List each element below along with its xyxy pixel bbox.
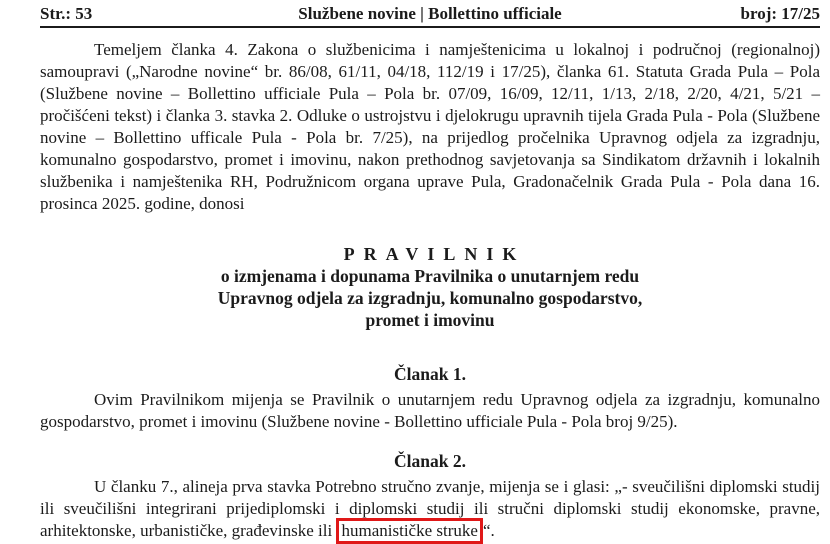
highlighted-text: humanističke struke: [341, 521, 478, 540]
page-header: [40, 4, 820, 28]
regulation-title-block: [40, 243, 820, 331]
preamble-paragraph: Temeljem članka 4. Zakona o službenicima i namještenicima u lokalnoj i područnoj (regionalnoj) samoupravi („Narodne novine“ br. 86/08, 61/11, 04/18, 112/19 i 17/25), članka 61. Statuta Grada Pula – Pola (Službene novine – Bollettino ufficiale Pula – Pola br. 07/09, 16/09, 12/11, 1/13, 2/18, 2/20, 4/21, 5/21 – pročišćeni tekst) i članka 3. stavka 2. Odluke o ustrojstvu i djelokrugu upravnih tijela Grada Pula - Pola (Službene novine – Bollettino ufficale Pula - Pola br. 7/25), na prijedlog pročelnika Upravnog odjela za izgradnju, komunalno gospodarstvo, promet i imovinu, nakon prethodnog savjetovanja sa Sindikatom državnih i lokalnih službenika i namještenika RH, Podružnicom organa uprave Pula, Gradonačelnik Grada Pula - Pola dana 16. prosinca 2025. godine, donosi: [40, 40, 820, 213]
highlight-box: [336, 518, 482, 544]
article-2-heading: Članak 2.: [394, 451, 466, 471]
article-1-body: Ovim Pravilnikom mijenja se Pravilnik o unutarnjem redu Upravnog odjela za izgradnju, komunalno gospodarstvo, promet i imovinu (Službene novine - Bollettino ufficiale Pula - Pola broj 9/25).: [40, 390, 820, 431]
regulation-subtitle-line: o izmjenama i dopunama Pravilnika o unutarnjem redu: [220, 266, 640, 286]
regulation-subtitle-line: Upravnog odjela za izgradnju, komunalno gospodarstvo,: [217, 288, 643, 308]
regulation-title: PRAVILNIK: [343, 244, 526, 264]
page-number-label: Str.: 53: [40, 4, 93, 23]
issue-number-label: broj: 17/25: [740, 4, 820, 23]
article-2-text-after-highlight: “.: [482, 521, 495, 540]
article-1-heading: Članak 1.: [394, 364, 466, 384]
regulation-subtitle-line: promet i imovinu: [365, 310, 495, 330]
masthead-title: Službene novine | Bollettino ufficiale: [298, 4, 562, 23]
article-2-text-before-highlight: U članku 7., alineja prva stavka Potrebno stručno zvanje, mijenja se i glasi: „- sveučilišni diplomski studij ili sveučilišni integrirani prijediplomski i diplomski studij ili stručni diplomski studij ekonomske, pravne, arhitektonske, urbanističke, građevinske ili: [40, 477, 820, 540]
article-2-body: [40, 476, 820, 542]
